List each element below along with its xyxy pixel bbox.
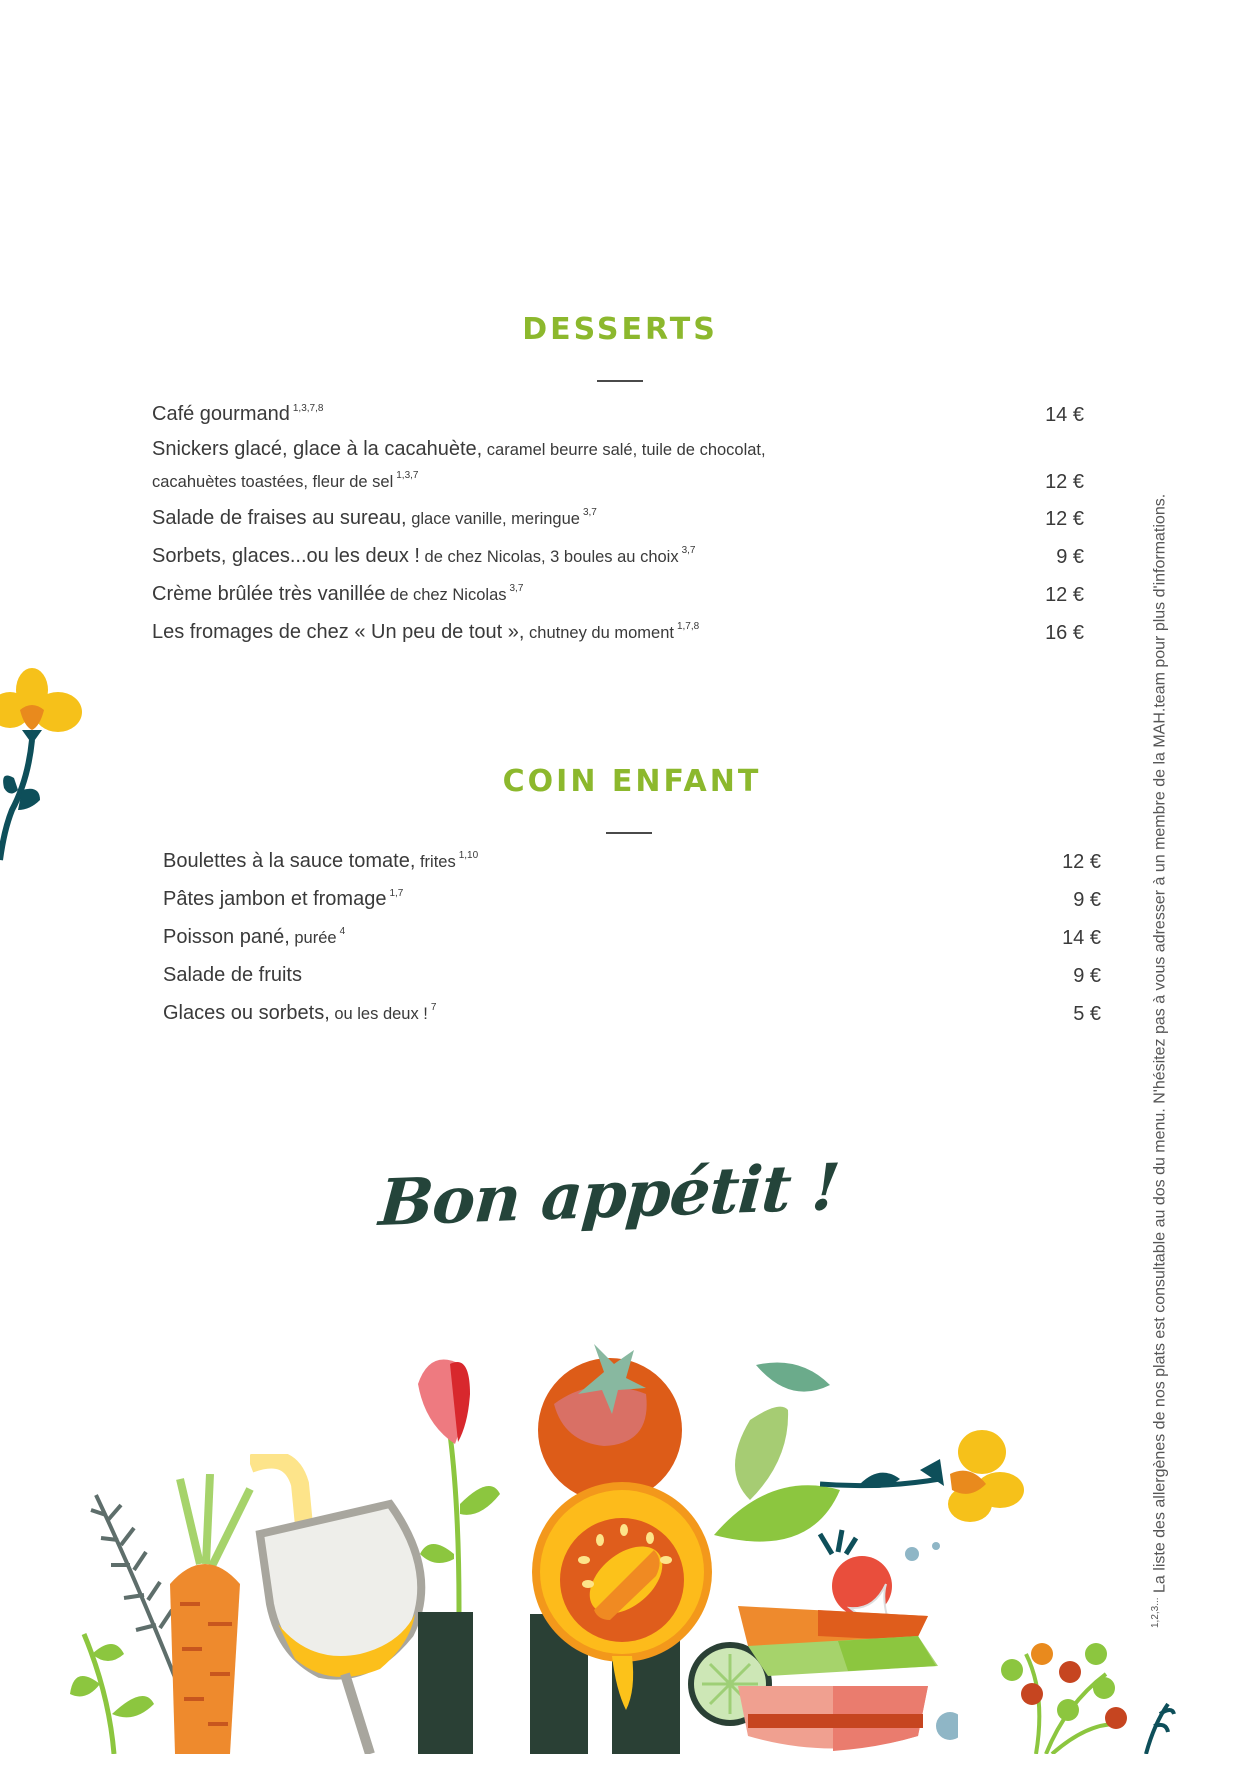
item-name: Salade de fraises au sureau, [152, 507, 407, 529]
item-name: Boulettes à la sauce tomate, [163, 850, 416, 872]
bowls-icon [728, 1596, 958, 1766]
allergen-codes: 3,7 [681, 545, 696, 556]
menu-item [152, 614, 1084, 646]
item-price: 12 € [1062, 851, 1101, 873]
item-desc: chutney du moment [524, 624, 674, 642]
item-desc: cacahuètes toastées, fleur de sel [152, 473, 394, 491]
yellow-flower-icon [0, 660, 90, 870]
menu-item [163, 957, 1101, 989]
menu-item [152, 538, 1084, 570]
menu-item [152, 396, 1084, 428]
item-price: 16 € [1045, 622, 1084, 644]
item-price: 12 € [1045, 508, 1084, 530]
allergen-codes: 1,10 [458, 850, 479, 861]
menu-item [163, 881, 1101, 913]
allergen-codes: 1,3,7 [396, 470, 419, 481]
item-name: Salade de fruits [163, 964, 302, 986]
bon-appetit-heading: Bon appétit ! [376, 1150, 842, 1241]
allergen-note [1150, 494, 1169, 1628]
item-desc: de chez Nicolas [385, 586, 507, 604]
allergen-codes: 3,7 [509, 583, 524, 594]
item-desc: frites [415, 853, 456, 871]
menu-item [163, 843, 1101, 875]
item-price: 14 € [1045, 404, 1084, 426]
allergen-codes: 7 [430, 1002, 437, 1013]
item-name: Crème brûlée très vanillée [152, 583, 386, 605]
allergen-codes: 1,7,8 [676, 621, 700, 632]
item-name: Pâtes jambon et fromage [163, 888, 387, 910]
menu-item [152, 436, 1084, 495]
desserts-divider [597, 380, 643, 382]
berries-icon [996, 1614, 1176, 1754]
item-desc: ou les deux ! [329, 1005, 428, 1023]
menu-item [152, 576, 1084, 608]
item-name: Sorbets, glaces...ou les deux ! [152, 545, 420, 567]
item-price: 12 € [1045, 584, 1084, 606]
allergen-codes: 1,7 [389, 888, 404, 899]
tomato-icon [534, 1334, 694, 1504]
item-price: 12 € [1045, 471, 1084, 493]
herb-sprig-icon [64, 1624, 164, 1754]
item-name: Poisson pané, [163, 926, 290, 948]
carrot-icon [150, 1474, 260, 1754]
menu-item [163, 995, 1101, 1027]
item-name: Snickers glacé, glace à la cacahuète, [152, 438, 483, 460]
item-name: Les fromages de chez « Un peu de tout », [152, 621, 525, 643]
allergen-codes: 1,3,7,8 [292, 403, 324, 414]
menu-item [152, 500, 1084, 532]
kids-divider [606, 832, 652, 834]
item-desc: glace vanille, meringue [406, 510, 580, 528]
item-name: Glaces ou sorbets, [163, 1002, 330, 1024]
item-desc: de chez Nicolas, 3 boules au choix [419, 548, 679, 566]
item-price: 9 € [1073, 965, 1101, 987]
allergen-note-prefix: 1,2,3... [1150, 1597, 1161, 1628]
item-desc: caramel beurre salé, tuile de chocolat, [482, 441, 766, 459]
allergen-codes: 4 [339, 926, 346, 937]
item-price: 9 € [1073, 889, 1101, 911]
item-price: 9 € [1056, 546, 1084, 568]
allergen-note-text: La liste des allergènes de nos plats est consultable au dos du menu. N'hésitez pas à vous adresser à un membre de la MAH.team pour plus d'informations. [1151, 493, 1169, 1598]
menu-item [163, 919, 1101, 951]
item-price: 5 € [1073, 1003, 1101, 1025]
item-name: Café gourmand [152, 403, 290, 425]
item-price: 14 € [1062, 927, 1101, 949]
allergen-codes: 3,7 [582, 507, 597, 518]
item-desc: purée [289, 929, 337, 947]
